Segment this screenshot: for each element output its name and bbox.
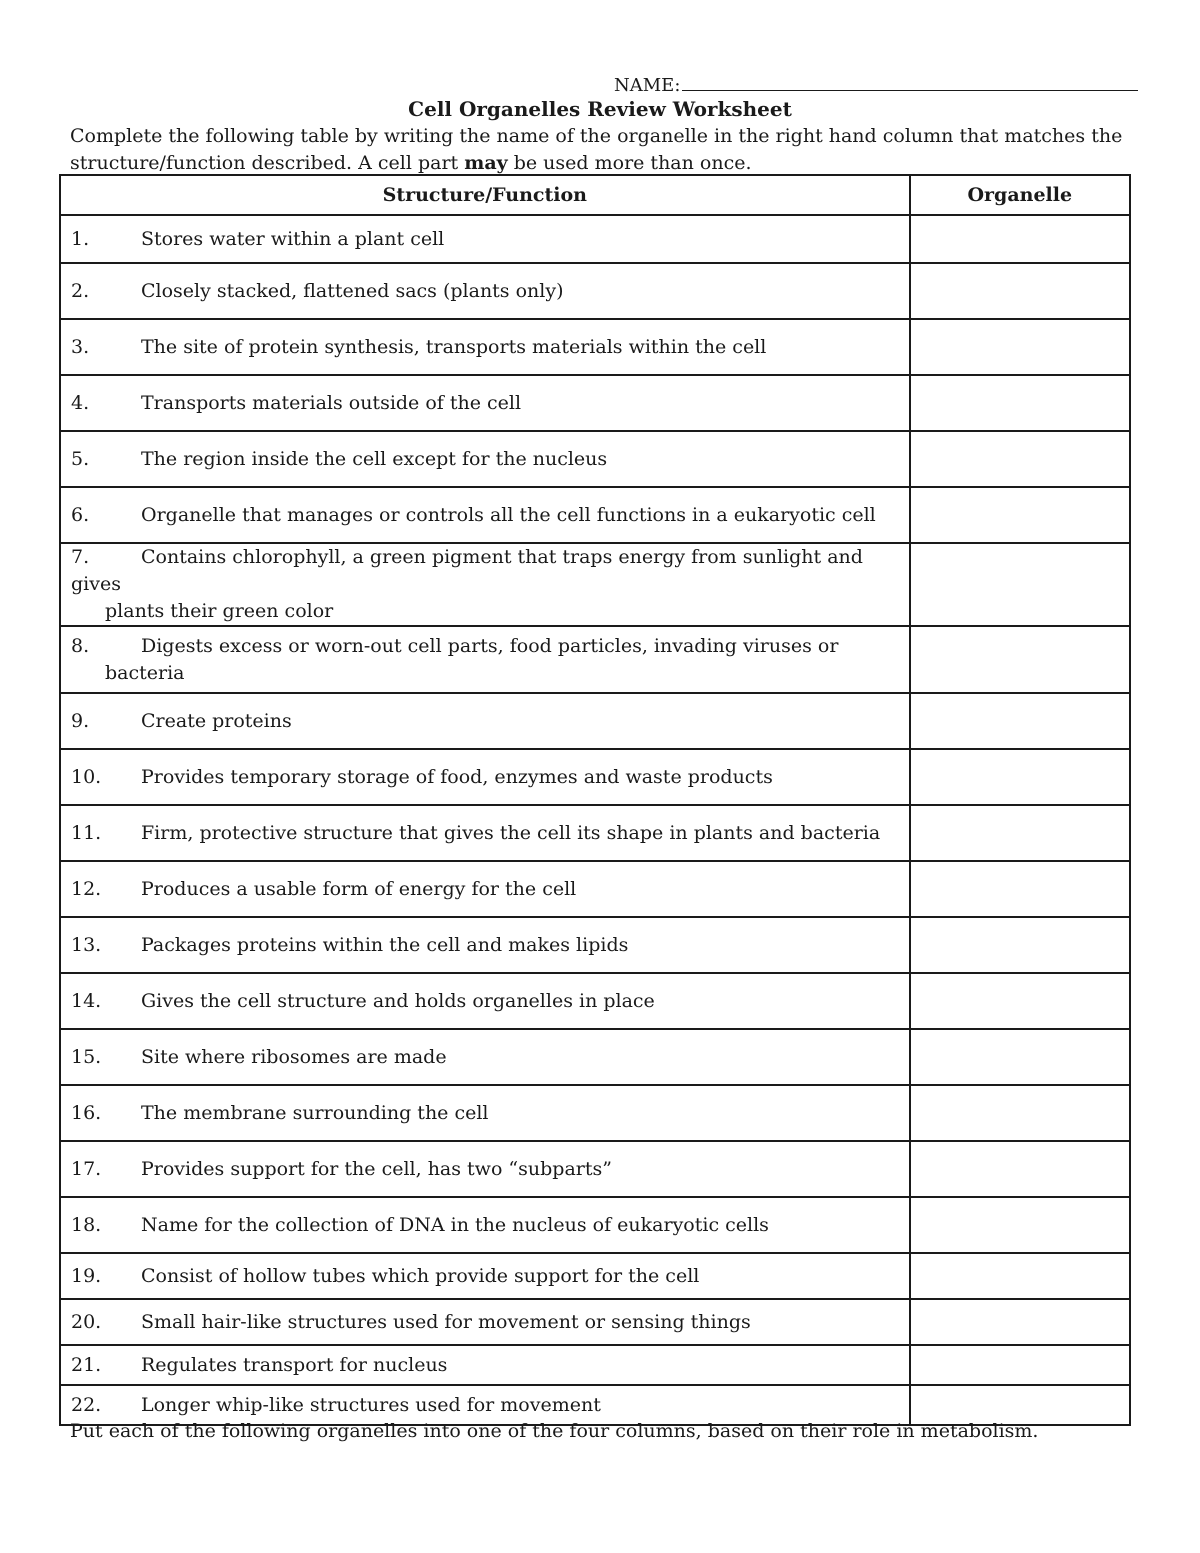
instructions-emphasis: may [464,152,508,174]
row-description [61,708,909,735]
row-description [61,544,909,625]
row-description [61,1352,909,1379]
structure-function-cell [60,749,910,805]
row-number: 6. [71,503,90,526]
row-number: 7. [71,546,90,568]
row-text: Organelle that manages or controls all the cell functions in a eukaryotic cell [141,503,876,526]
structure-function-cell [60,215,910,263]
row-description [61,1156,909,1183]
table-row [60,861,1130,917]
name-field[interactable] [614,72,1134,96]
table-row [60,431,1130,487]
row-number: 21. [71,1353,102,1376]
structure-function-cell [60,375,910,431]
row-text: Longer whip-like structures used for movement [141,1393,601,1416]
row-description [61,278,909,305]
row-description [61,334,909,361]
structure-function-cell [60,543,910,626]
structure-function-cell [60,487,910,543]
table-row [60,215,1130,263]
row-text: Contains chlorophyll, a green pigment that traps energy from sunlight and gives [71,546,863,595]
structure-function-cell [60,431,910,487]
structure-function-cell [60,1085,910,1141]
footer-instructions: Put each of the following organelles into one of the four columns, based on their role in metabolism. [70,1420,1039,1442]
row-text: Site where ribosomes are made [141,1045,447,1068]
row-text: Produces a usable form of energy for the cell [141,877,577,900]
row-text: Transports materials outside of the cell [141,391,522,414]
table-row [60,1085,1130,1141]
header-structure-function: Structure/Function [60,175,910,215]
row-text: Consist of hollow tubes which provide support for the cell [141,1264,700,1287]
row-number: 1. [71,227,90,250]
header-organelle: Organelle [910,175,1130,215]
row-number: 5. [71,447,90,470]
row-text-continued: plants their green color [105,600,334,622]
row-number: 18. [71,1213,102,1236]
name-blank-line[interactable] [682,72,1138,91]
row-description [61,932,909,959]
organelle-answer-cell[interactable] [910,1197,1130,1253]
row-number: 4. [71,391,90,414]
row-number: 12. [71,877,102,900]
row-text: Closely stacked, flattened sacs (plants only) [141,279,564,302]
organelle-answer-cell[interactable] [910,1385,1130,1425]
row-number: 19. [71,1264,102,1287]
row-text: Name for the collection of DNA in the nucleus of eukaryotic cells [141,1213,769,1236]
row-text: Stores water within a plant cell [141,227,445,250]
row-text: Regulates transport for nucleus [141,1353,448,1376]
table-row [60,1141,1130,1197]
table-row [60,1299,1130,1345]
organelle-answer-cell[interactable] [910,1253,1130,1299]
table-row [60,805,1130,861]
row-description [61,764,909,791]
row-text: Create proteins [141,709,292,732]
row-description [61,633,909,687]
table-row [60,626,1130,693]
organelle-answer-cell[interactable] [910,805,1130,861]
table-row [60,263,1130,319]
organelle-table [59,174,1131,1426]
structure-function-cell [60,1385,910,1425]
table-row [60,319,1130,375]
row-description [61,876,909,903]
table-row [60,1385,1130,1425]
row-number: 8. [71,634,90,657]
instructions-text-1: Complete the following table by writing the name of the organelle in the right hand column that matches the structure/function described. A cell part [70,125,1123,174]
row-number: 15. [71,1045,102,1068]
row-description [61,820,909,847]
row-number: 14. [71,989,102,1012]
table-row [60,487,1130,543]
row-number: 16. [71,1101,102,1124]
row-number: 20. [71,1310,102,1333]
row-number: 2. [71,279,90,302]
row-text: Gives the cell structure and holds organelles in place [141,989,655,1012]
table-row [60,917,1130,973]
name-label: NAME: [614,75,681,96]
structure-function-cell [60,1299,910,1345]
instructions [70,123,1130,177]
row-description [61,1309,909,1336]
row-text: Digests excess or worn-out cell parts, food particles, invading viruses or [141,634,839,657]
structure-function-cell [60,1029,910,1085]
organelle-answer-cell[interactable] [910,1029,1130,1085]
structure-function-cell [60,319,910,375]
organelle-answer-cell[interactable] [910,973,1130,1029]
structure-function-cell [60,626,910,693]
row-number: 17. [71,1157,102,1180]
row-text-continued: bacteria [105,661,185,684]
structure-function-cell [60,973,910,1029]
organelle-answer-cell[interactable] [910,263,1130,319]
organelle-answer-cell[interactable] [910,917,1130,973]
row-number: 9. [71,709,90,732]
organelle-answer-cell[interactable] [910,543,1130,626]
structure-function-cell [60,861,910,917]
row-description [61,1392,909,1419]
row-description [61,1212,909,1239]
row-description [61,988,909,1015]
organelle-answer-cell[interactable] [910,487,1130,543]
row-text: Small hair-like structures used for movement or sensing things [141,1310,751,1333]
table-row [60,1345,1130,1385]
row-number: 11. [71,821,102,844]
instructions-text-2: be used more than once. [507,152,752,174]
row-description [61,446,909,473]
table-row [60,749,1130,805]
row-description [61,1263,909,1290]
organelle-answer-cell[interactable] [910,431,1130,487]
row-number: 22. [71,1393,102,1416]
row-text: The membrane surrounding the cell [141,1101,489,1124]
organelle-answer-cell[interactable] [910,1299,1130,1345]
structure-function-cell [60,805,910,861]
row-text: The region inside the cell except for the nucleus [141,447,608,470]
row-number: 13. [71,933,102,956]
table-row [60,1253,1130,1299]
table-row [60,1197,1130,1253]
table-row [60,375,1130,431]
row-number: 10. [71,765,102,788]
organelle-answer-cell[interactable] [910,749,1130,805]
structure-function-cell [60,917,910,973]
worksheet-title: Cell Organelles Review Worksheet [408,97,792,121]
structure-function-cell [60,1345,910,1385]
table-row [60,1029,1130,1085]
table-row [60,973,1130,1029]
table-header-row [60,175,1130,215]
row-description [61,390,909,417]
organelle-answer-cell[interactable] [910,861,1130,917]
organelle-answer-cell[interactable] [910,215,1130,263]
row-description [61,1044,909,1071]
row-description [61,502,909,529]
organelle-answer-cell[interactable] [910,693,1130,749]
organelle-answer-cell[interactable] [910,626,1130,693]
structure-function-cell [60,1141,910,1197]
organelle-answer-cell[interactable] [910,1141,1130,1197]
row-text: Provides support for the cell, has two “subparts” [141,1157,612,1180]
structure-function-cell [60,1253,910,1299]
table-row [60,693,1130,749]
row-description [61,1100,909,1127]
row-text: Firm, protective structure that gives the cell its shape in plants and bacteria [141,821,881,844]
row-text: Packages proteins within the cell and makes lipids [141,933,629,956]
organelle-answer-cell[interactable] [910,375,1130,431]
structure-function-cell [60,1197,910,1253]
row-description [61,226,909,253]
row-text: Provides temporary storage of food, enzymes and waste products [141,765,773,788]
structure-function-cell [60,693,910,749]
organelle-answer-cell[interactable] [910,1345,1130,1385]
structure-function-cell [60,263,910,319]
organelle-answer-cell[interactable] [910,1085,1130,1141]
row-number: 3. [71,335,90,358]
table-row [60,543,1130,626]
organelle-answer-cell[interactable] [910,319,1130,375]
row-text: The site of protein synthesis, transports materials within the cell [141,335,767,358]
